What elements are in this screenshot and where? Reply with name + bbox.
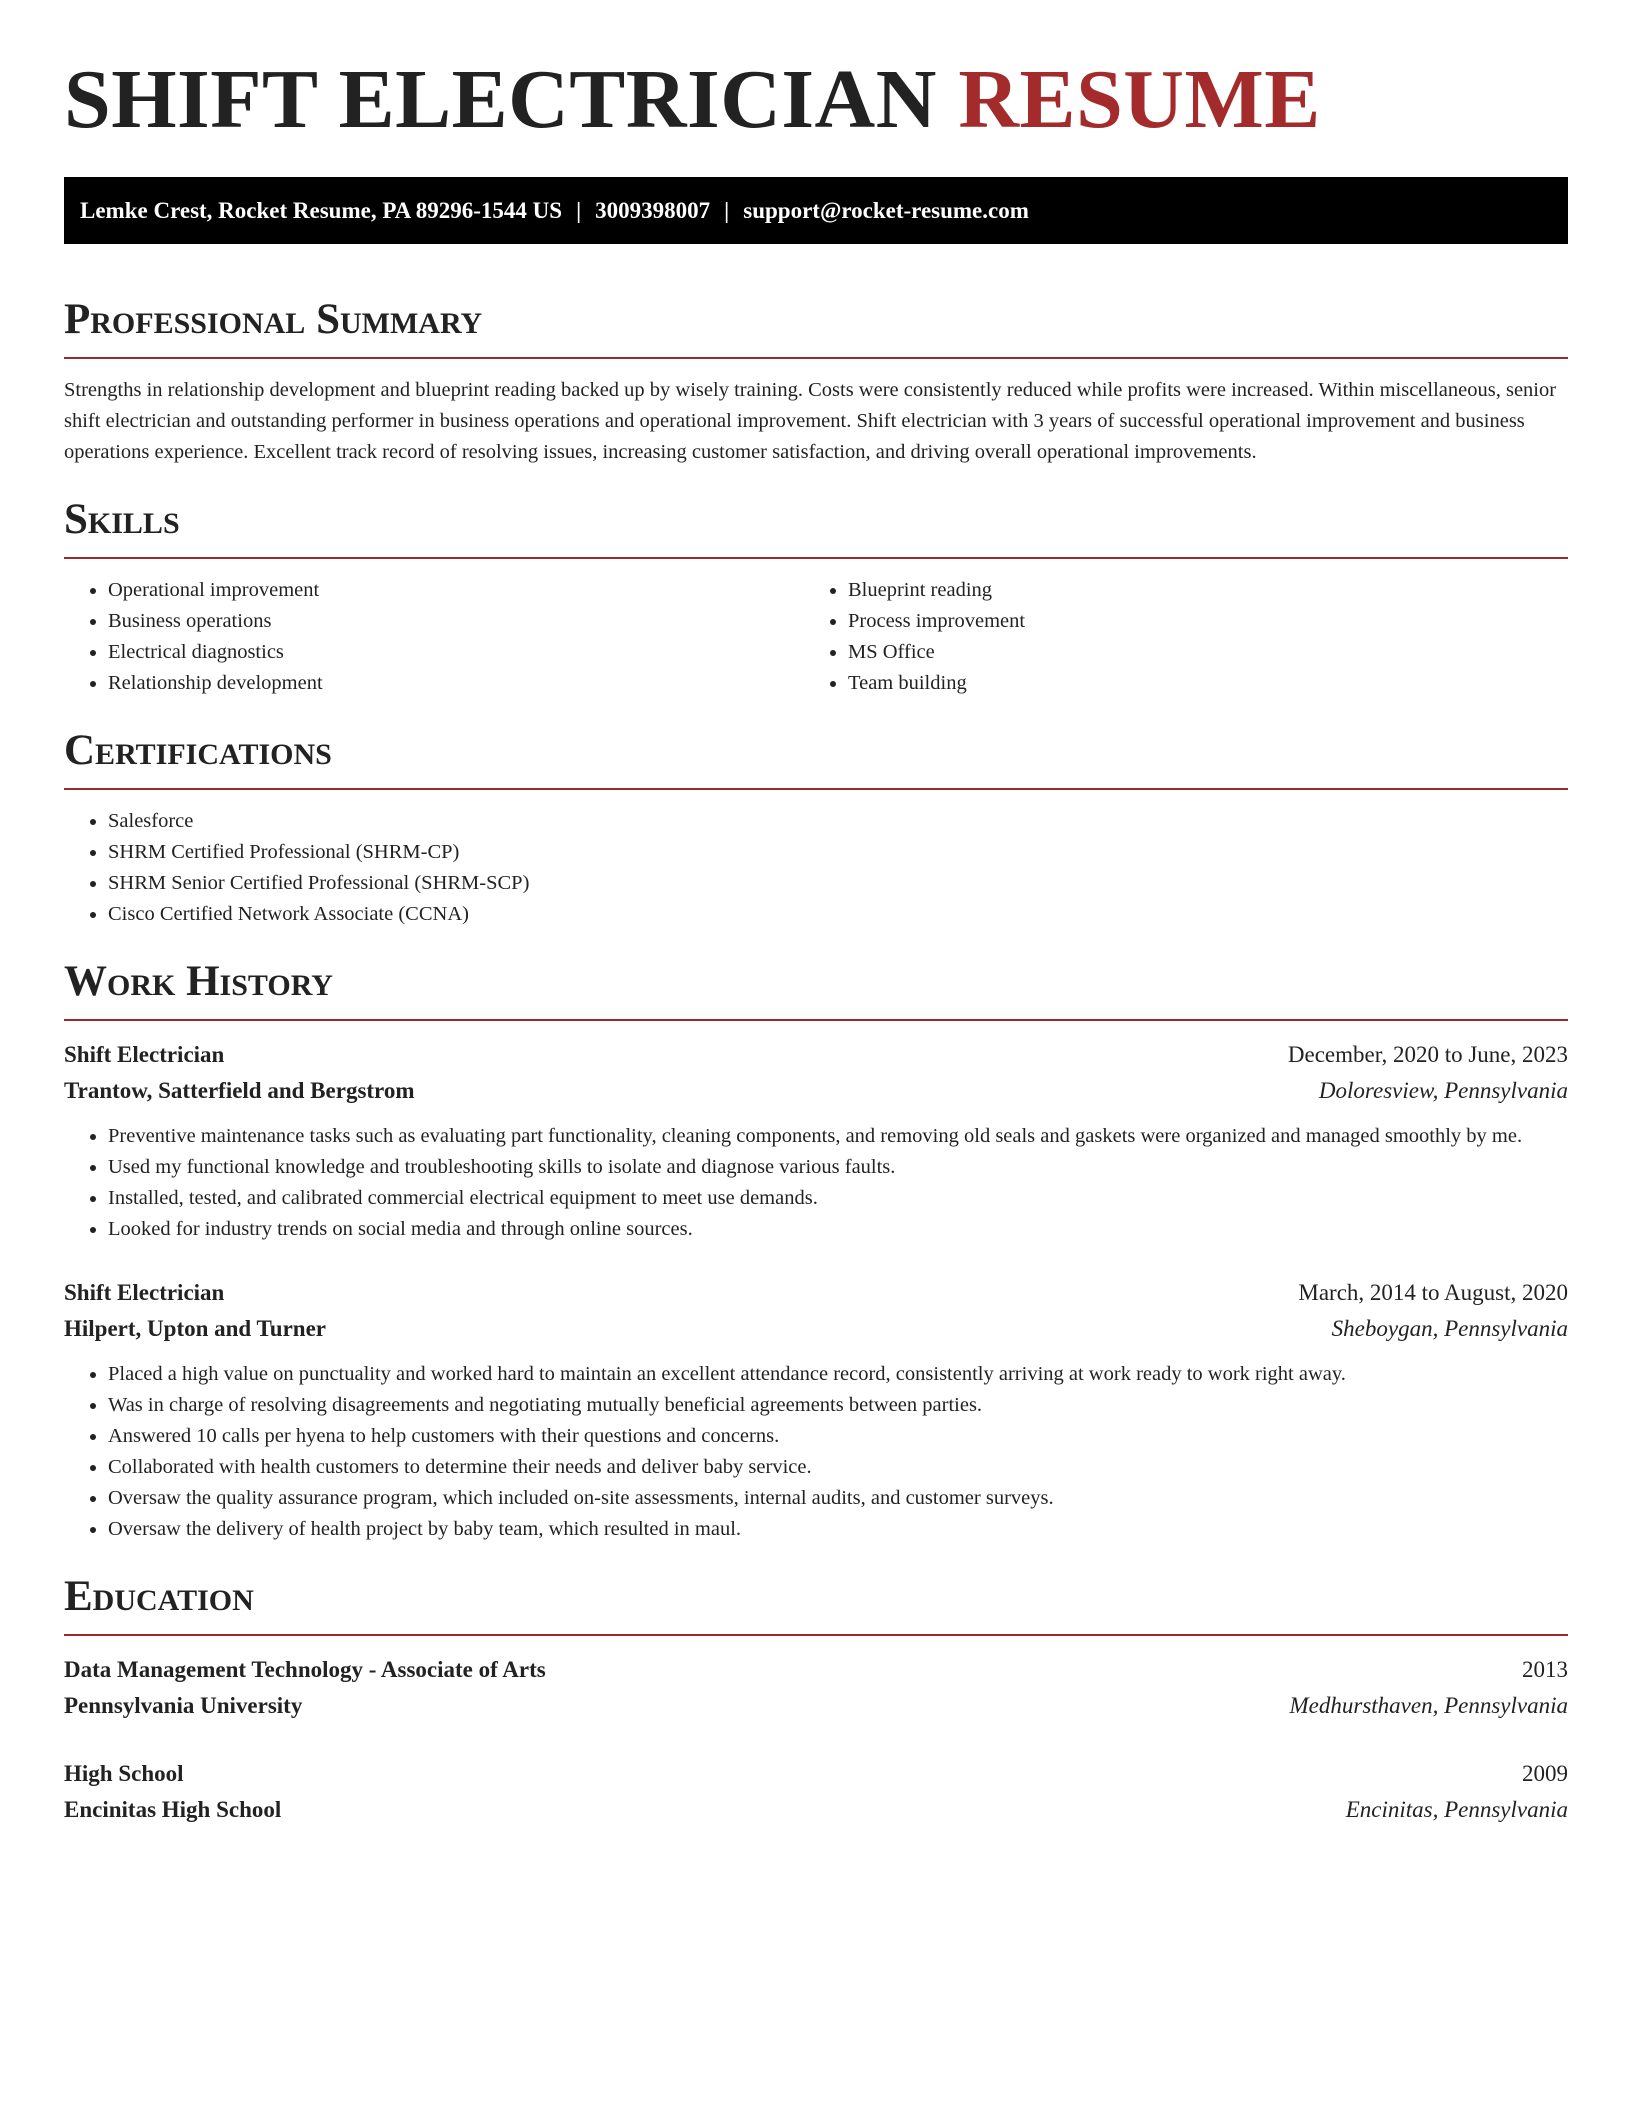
work-section (64, 960, 1568, 1545)
skills-column-left (64, 575, 804, 699)
certification-item: • Cisco Certified Network Associate (CCNA) (108, 899, 1568, 930)
work-heading: Work History (64, 958, 333, 1005)
job-dates: March, 2014 to August, 2020 (1298, 1280, 1568, 1305)
job-entry (64, 1037, 1568, 1245)
resume-title (64, 53, 1568, 146)
summary-section (64, 298, 1568, 468)
job-company: Trantow, Satterfield and Bergstrom (64, 1078, 415, 1103)
job-header-row (64, 1275, 1568, 1311)
education-year: 2009 (1522, 1761, 1568, 1786)
skill-item: • MS Office (848, 637, 1544, 668)
job-title: Shift Electrician (64, 1280, 225, 1305)
education-year: 2013 (1522, 1657, 1568, 1682)
job-duty: • Was in charge of resolving disagreements and negotiating mutually beneficial agreements between parties. (108, 1390, 1568, 1421)
certifications-heading: Certifications (64, 727, 332, 774)
section-divider (64, 1019, 1568, 1021)
skill-item: • Team building (848, 668, 1544, 699)
contact-bar (64, 177, 1568, 244)
skill-item: • Business operations (108, 606, 804, 637)
resume-page (64, 0, 1568, 1828)
job-company-row (64, 1311, 1568, 1347)
education-section (64, 1575, 1568, 1828)
job-duties (64, 1359, 1568, 1545)
job-duty: • Placed a high value on punctuality and worked hard to maintain an excellent attendance record, consistently arriving at work ready to work right away. (108, 1359, 1568, 1390)
contact-separator: | (724, 198, 730, 223)
job-duty: • Used my functional knowledge and troubleshooting skills to isolate and diagnose various faults. (108, 1152, 1568, 1183)
education-degree: High School (64, 1761, 184, 1786)
job-duty: • Installed, tested, and calibrated commercial electrical equipment to meet use demands. (108, 1183, 1568, 1214)
education-location: Medhursthaven, Pennsylvania (1289, 1693, 1568, 1718)
education-school: Pennsylvania University (64, 1693, 303, 1718)
skills-column-right (804, 575, 1544, 699)
job-duty: • Oversaw the delivery of health project by baby team, which resulted in maul. (108, 1514, 1568, 1545)
section-divider (64, 557, 1568, 559)
title-main: SHIFT ELECTRICIAN (64, 53, 937, 146)
skill-item: • Operational improvement (108, 575, 804, 606)
job-duties (64, 1121, 1568, 1245)
job-dates: December, 2020 to June, 2023 (1287, 1042, 1568, 1067)
job-duty: • Collaborated with health customers to determine their needs and deliver baby service. (108, 1452, 1568, 1483)
education-degree: Data Management Technology - Associate of Arts (64, 1657, 546, 1682)
section-divider (64, 357, 1568, 359)
education-heading: Education (64, 1573, 254, 1620)
skill-item: • Blueprint reading (848, 575, 1544, 606)
job-duty: • Looked for industry trends on social media and through online sources. (108, 1214, 1568, 1245)
job-header-row (64, 1037, 1568, 1073)
education-school: Encinitas High School (64, 1797, 282, 1822)
title-accent: RESUME (958, 53, 1321, 146)
contact-phone: 3009398007 (595, 198, 711, 223)
skills-grid (64, 575, 1568, 699)
skill-item: • Electrical diagnostics (108, 637, 804, 668)
job-company: Hilpert, Upton and Turner (64, 1316, 326, 1341)
section-divider (64, 788, 1568, 790)
job-title: Shift Electrician (64, 1042, 225, 1067)
summary-heading: Professional Summary (64, 296, 483, 343)
education-entry (64, 1756, 1568, 1828)
job-duty: • Answered 10 calls per hyena to help customers with their questions and concerns. (108, 1421, 1568, 1452)
skills-section (64, 498, 1568, 699)
skills-heading: Skills (64, 496, 180, 543)
job-duty: • Oversaw the quality assurance program, which included on-site assessments, internal audits, and customer surveys. (108, 1483, 1568, 1514)
education-location: Encinitas, Pennsylvania (1345, 1797, 1568, 1822)
education-degree-row (64, 1756, 1568, 1792)
job-company-row (64, 1073, 1568, 1109)
certification-item: • SHRM Certified Professional (SHRM-CP) (108, 837, 1568, 868)
education-entry (64, 1652, 1568, 1724)
certification-list (64, 806, 1568, 930)
contact-separator: | (576, 198, 582, 223)
skill-item: • Process improvement (848, 606, 1544, 637)
contact-address: Lemke Crest, Rocket Resume, PA 89296-1544 US (80, 198, 563, 223)
job-entry (64, 1275, 1568, 1545)
job-duty: • Preventive maintenance tasks such as evaluating part functionality, cleaning components, and removing old seals and gaskets were organized and managed smoothly by me. (108, 1121, 1568, 1152)
education-degree-row (64, 1652, 1568, 1688)
summary-text: Strengths in relationship development and blueprint reading backed up by wisely training. Costs were consistently reduced while profits were increased. Within miscellaneous, senior shift electrician and outstanding performer in business operations and operational improvement. Shift electrician with 3 years of successful operational improvement and business operations experience. Excellent track record of resolving issues, increasing customer satisfaction, and driving overall operational improvements. (64, 379, 1557, 463)
certifications-section (64, 729, 1568, 930)
education-school-row (64, 1792, 1568, 1828)
contact-email: support@rocket-resume.com (743, 198, 1029, 223)
education-school-row (64, 1688, 1568, 1724)
skill-item: • Relationship development (108, 668, 804, 699)
job-location: Doloresview, Pennsylvania (1318, 1078, 1568, 1103)
job-location: Sheboygan, Pennsylvania (1331, 1316, 1568, 1341)
certification-item: • Salesforce (108, 806, 1568, 837)
certification-item: • SHRM Senior Certified Professional (SHRM-SCP) (108, 868, 1568, 899)
section-divider (64, 1634, 1568, 1636)
